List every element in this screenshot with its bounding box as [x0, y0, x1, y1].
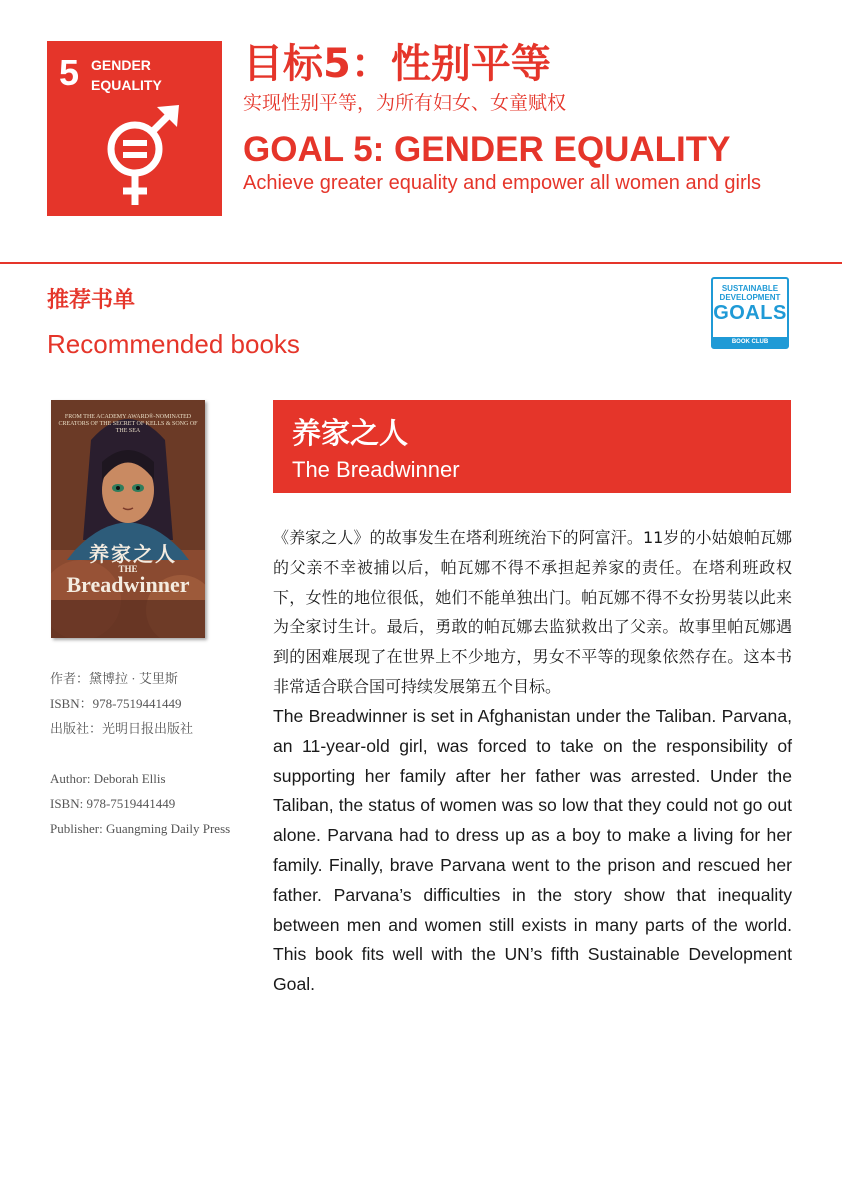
publisher-zh: 出版社：光明日报出版社 [50, 721, 194, 736]
logo-line1: SUSTAINABLE [721, 284, 779, 293]
logo-line3: GOALS [713, 302, 787, 324]
isbn-zh: ISBN：978-7519441449 [50, 696, 182, 711]
author-en: Author: Deborah Ellis [50, 771, 166, 786]
book-title-zh: 养家之人 [292, 416, 409, 450]
book-title-en: The Breadwinner [292, 457, 460, 482]
logo-line2: DEVELOPMENT [719, 293, 781, 302]
publisher-en: Publisher: Guangming Daily Press [50, 821, 231, 836]
sdg-number: 5 [59, 52, 80, 93]
cover-tagline: FROM THE ACADEMY AWARD®-NOMINATED CREATORS OF THE SECRET OF KELLS & SONG OF THE SEA [58, 414, 198, 434]
book-description-zh: 《养家之人》的故事发生在塔利班统治下的阿富汗。11岁的小姑娘帕瓦娜的父亲不幸被捕以后，帕瓦娜不得不承担起养家的责任。在塔利班政权下，女性的地位很低，她们不能单独出门。帕瓦娜不得不女扮男装以此来为全家讨生计。最后，勇敢的帕瓦娜去监狱救出了父亲。故事里帕瓦娜遇到的困难展现了在世界上不少地方，男女不平等的现象依然存在。这本书非常适合联合国可持续发展第五个目标。 [273, 528, 792, 696]
author-zh: 作者：黛博拉 · 艾里斯 [50, 671, 178, 686]
sdg-label-line1: GENDER [91, 57, 151, 73]
book-description-en: The Breadwinner is set in Afghanistan under the Taliban. Parvana, an 11-year-old girl, was forced to take on the responsibility of supporting her family after her father was arrested. Under the Taliban, the status of women was so low that they could not go out alone. Parvana had to dress up as a boy to make a living for her family. Finally, brave Parvana went to the prison and rescued her father. Parvana’s difficulties in the story show that inequality between men and women still exists in many parts of the world. This book fits well with the UN’s fifth Sustainable Development Goal. [273, 706, 792, 995]
cover-artwork [51, 400, 205, 638]
header-divider [0, 262, 842, 264]
cover-title-en: Breadwinner [66, 572, 190, 597]
sdg-book-club-logo [711, 277, 789, 349]
page-title-en: GOAL 5: GENDER EQUALITY [243, 130, 731, 169]
isbn-en: ISBN: 978-7519441449 [50, 796, 176, 811]
book-cover [51, 400, 205, 638]
section-heading-zh: 推荐书单 [47, 288, 136, 313]
page-subtitle-en: Achieve greater equality and empower all women and girls [243, 172, 762, 194]
sdg-label-line2: EQUALITY [91, 77, 162, 93]
page-subtitle-zh: 实现性别平等，为所有妇女、女童赋权 [243, 92, 567, 114]
sdg-goal-tile [47, 41, 222, 216]
section-heading-en: Recommended books [47, 329, 300, 359]
cover-title-zh: 养家之人 [89, 542, 177, 566]
sdg-label [91, 55, 211, 95]
page-title-zh: 目标5：性别平等 [243, 41, 551, 87]
gender-equality-icon [97, 101, 187, 211]
logo-line4: BOOK CLUB [713, 337, 787, 347]
book-title-banner [273, 400, 791, 493]
cover-the: THE [118, 564, 138, 574]
